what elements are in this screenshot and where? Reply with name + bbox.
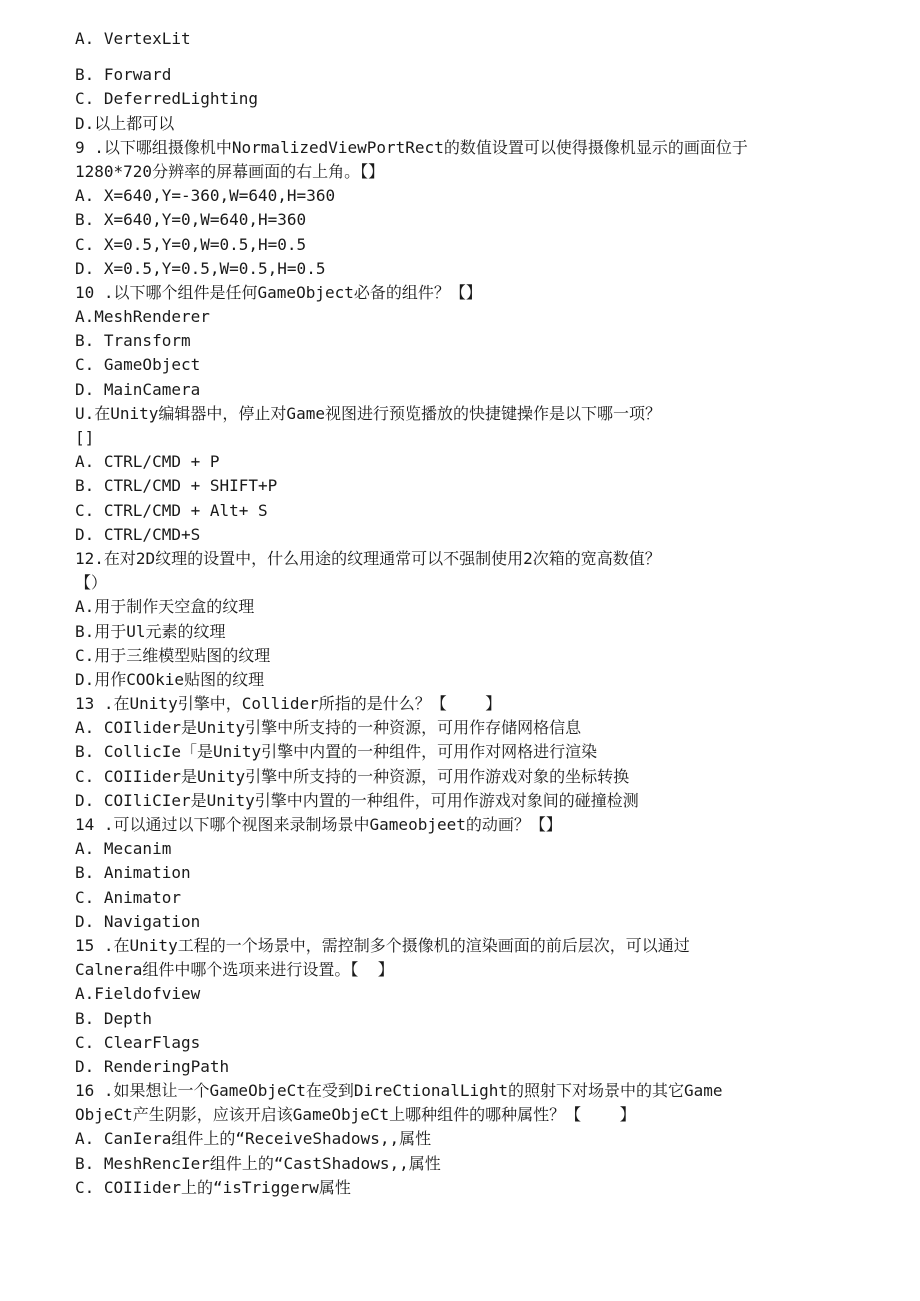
question-text-line: 13 .在Unity引擎中，Collider所指的是什么？【 】 [75, 694, 502, 714]
question-text-line: [] [75, 428, 95, 447]
option-line: C. ClearFlags [75, 1032, 201, 1052]
question-text-line: Calnera组件中哪个选项来进行设置。【 】 [75, 960, 394, 980]
option-line: C.用于三维模型贴图的纹理 [75, 645, 271, 665]
option-line: D. MainCamera [75, 379, 201, 399]
option-line: C. COIIider上的“isTriggerw属性 [75, 1177, 351, 1197]
question-text-line: U.在Unity编辑器中，停止对Game视图进行预览播放的快捷键操作是以下哪一项？ [75, 403, 661, 423]
exam-document [75, 27, 835, 1200]
option-line: D.用作COOkie贴图的纹理 [75, 669, 265, 689]
option-line: A. Mecanim [75, 839, 172, 859]
option-line: D. RenderingPath [75, 1056, 230, 1076]
option-line: C. GameObject [75, 355, 201, 375]
option-line: A. CTRL/CMD + P [75, 452, 220, 472]
option-line: A.Fieldofview [75, 984, 201, 1004]
question-text-line: ObjeCt产生阴影，应该开启该GameObjeCt上哪种组件的哪种属性？【 】 [75, 1105, 636, 1125]
option-line: C. X=0.5,Y=0,W=0.5,H=0.5 [75, 234, 307, 254]
option-line: C. CTRL/CMD + Alt+ S [75, 500, 268, 520]
option-line: A. VertexLit [75, 29, 191, 48]
option-line: B. MeshRencIer组件上的“CastShadows,,属性 [75, 1153, 441, 1173]
question-text-line: 【） [75, 573, 108, 593]
question-text-line: 14 .可以通过以下哪个视图来录制场景中Gameobjeet的动画？【】 [75, 815, 562, 834]
option-line: B. Depth [75, 1008, 153, 1028]
option-line: D. CTRL/CMD+S [75, 524, 201, 544]
option-line: C. DeferredLighting [75, 89, 259, 109]
option-line: B. X=640,Y=0,W=640,H=360 [75, 210, 307, 230]
question-text-line: 15 .在Unity工程的一个场景中，需控制多个摄像机的渲染画面的前后层次，可以通过 [75, 935, 690, 955]
question-text-line: 10 .以下哪个组件是任何GameObject必备的组件？【】 [75, 282, 482, 302]
question-text-line: 12.在对2D纹理的设置中，什么用途的纹理通常可以不强制使用2次箱的宽高数值？ [75, 548, 661, 568]
blank-line [75, 51, 835, 63]
option-line: B. Animation [75, 863, 191, 883]
option-line: B. Transform [75, 331, 191, 351]
option-line: D. Navigation [75, 911, 201, 931]
option-line: D. COIliCIer是Unity引擎中内置的一种组件，可用作游戏对象间的碰撞检测 [75, 790, 639, 810]
question-text-line: 1280*720分辨率的屏幕画面的右上角。【】 [75, 161, 385, 181]
option-line: B. Forward [75, 65, 172, 85]
option-line: D. X=0.5,Y=0.5,W=0.5,H=0.5 [75, 258, 326, 278]
question-text-line: 16 .如果想让一个GameObjeCt在受到DireCtionalLight的照射下对场景中的其它Game [75, 1081, 723, 1101]
option-line: B. CollicIe「是Unity引擎中内置的一种组件，可用作对网格进行渲染 [75, 742, 598, 762]
option-line: A. CanIera组件上的“ReceiveShadows,,属性 [75, 1129, 432, 1149]
option-line: A.MeshRenderer [75, 307, 210, 327]
option-line: C. COIIider是Unity引擎中所支持的一种资源，可用作游戏对象的坐标转换 [75, 766, 630, 786]
question-text-line: 9 .以下哪组摄像机中NormalizedViewPortRect的数值设置可以使得摄像机显示的画面位于 [75, 137, 748, 157]
option-line: C. Animator [75, 887, 181, 907]
option-line: A. COIlider是Unity引擎中所支持的一种资源，可用作存储网格信息 [75, 718, 582, 738]
option-line: B. CTRL/CMD + SHIFT+P [75, 476, 278, 496]
option-line: D.以上都可以 [75, 113, 175, 133]
option-line: A. X=640,Y=-360,W=640,H=360 [75, 186, 336, 206]
option-line: A.用于制作天空盒的纹理 [75, 597, 255, 617]
option-line: B.用于Ul元素的纹理 [75, 621, 226, 641]
